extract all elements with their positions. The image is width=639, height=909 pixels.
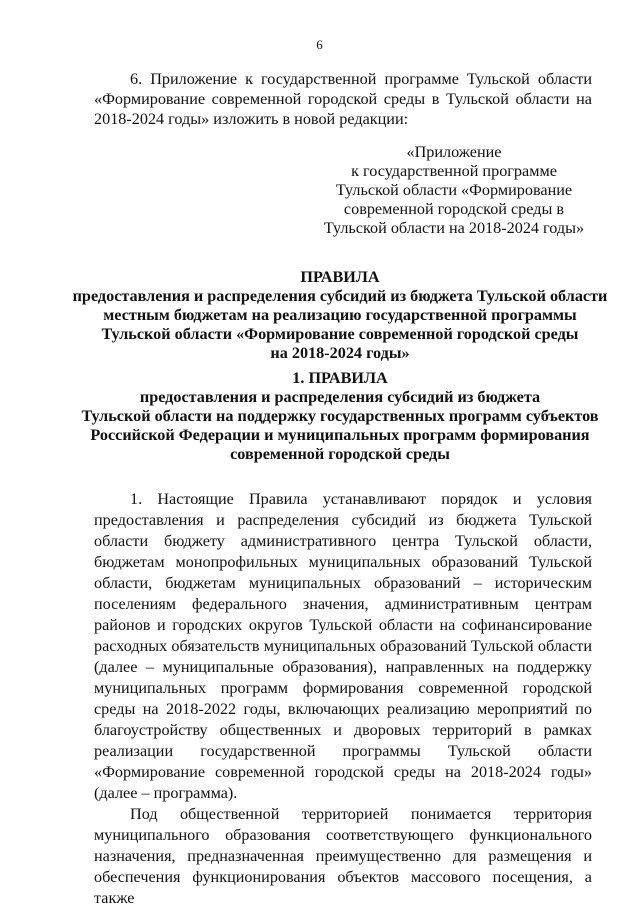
annex-line: современной городской среды в [343, 200, 565, 218]
section-heading-line: Российской Федерации и муниципальных программ формирования [90, 426, 590, 444]
amendment-paragraph [94, 69, 592, 129]
body-paragraph: Под общественной территорией понимается территория муниципального образования соответствующего функционального назначения, предназначенная преимущественно для размещения и обеспечения функционирования объектов массового посещения, а также [94, 805, 592, 907]
rules-heading-line: местным бюджетам на реализацию государственной программы [103, 306, 577, 324]
rules-title: ПРАВИЛА [300, 268, 380, 286]
rules-heading [60, 268, 620, 363]
section-heading-line: предоставления и распределения субсидий из бюджета [139, 388, 541, 406]
rules-heading-line: предоставления и распределения субсидий из бюджета Тульской области [72, 287, 608, 305]
rules-heading-line: Тульской области «Формирование современной городской среды [101, 325, 579, 343]
annex-line: к государственной программе [351, 162, 557, 180]
section-heading-line: Тульской области на поддержку государственных программ субъектов [81, 407, 599, 425]
section-heading-line: современной городской среды [230, 445, 450, 463]
section-heading [60, 369, 620, 464]
annex-line: Тульской области «Формирование [335, 181, 573, 199]
annex-line: Тульской области на 2018-2024 годы» [323, 219, 585, 237]
body-text [94, 489, 592, 909]
rules-heading-line: на 2018-2024 годы» [270, 344, 410, 362]
annex-reference [316, 143, 592, 238]
amendment-number: 6. [130, 70, 143, 88]
amendment-text: Приложение к государственной программе Тульской области «Формирование современной городской среды в Тульской области на 2018-2024 годы» изложить в новой редакции: [94, 70, 592, 128]
body-paragraph: 1. Настоящие Правила устанавливают порядок и условия предоставления и распределения субсидий из бюджета Тульской области бюджету административного центра Тульской области, бюджетам монопрофильных муниципальных образований Тульской области, бюджетам муниципальных образований – историческим поселениям федерального значения, административным центрам районов и городских округов Тульской области на софинансирование расходных обязательств муниципальных образований Тульской области (далее – муниципальные образования), направленных на поддержку муниципальных программ формирования современной городской среды на 2018-2022 годы, включающих реализацию мероприятий по благоустройству общественных и дворовых территорий в рамках реализации государственной программы Тульской области «Формирование современной городской среды на 2018-2024 годы» (далее – программа). [94, 490, 592, 802]
section-title: 1. ПРАВИЛА [292, 369, 388, 387]
page-number: 6 [316, 37, 323, 52]
annex-line: «Приложение [406, 143, 502, 161]
